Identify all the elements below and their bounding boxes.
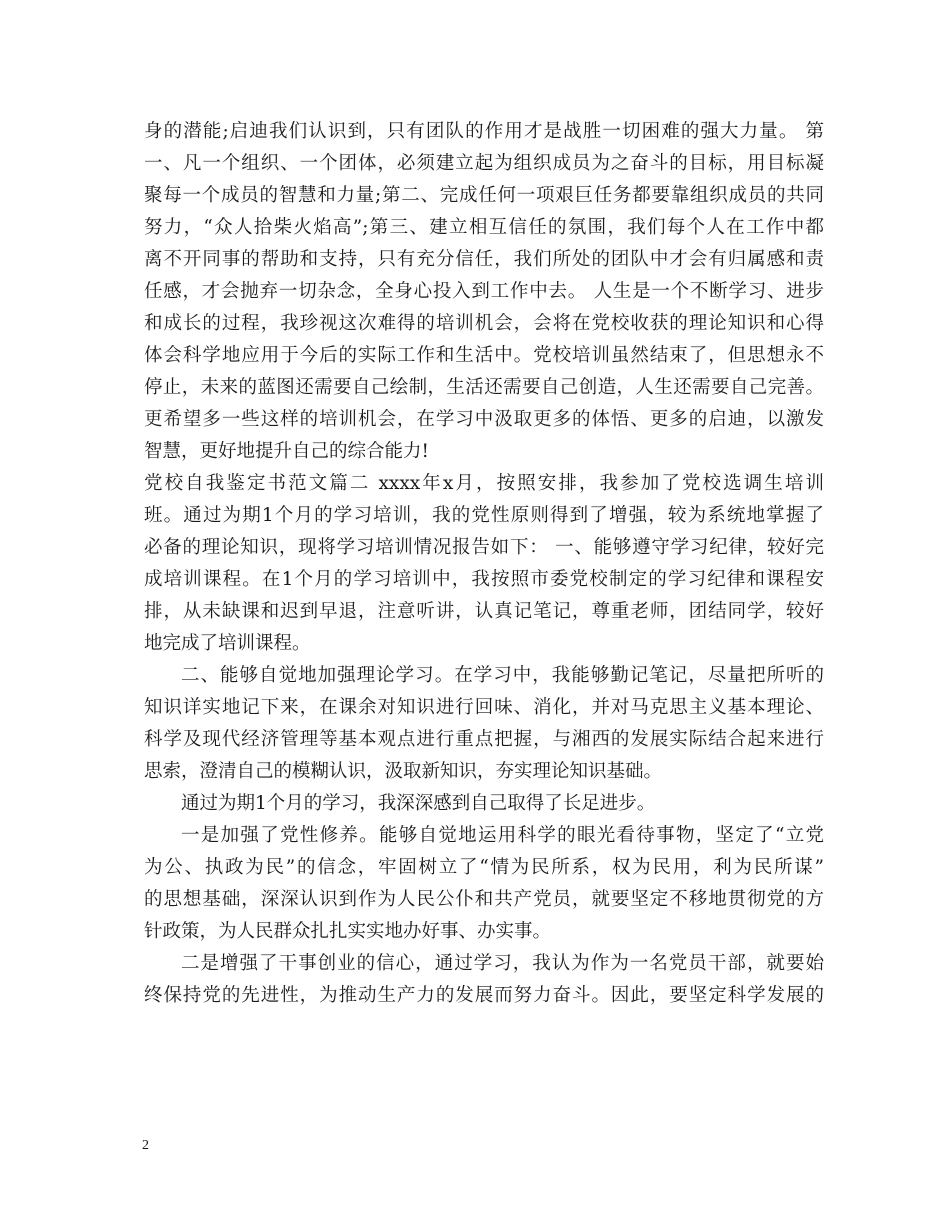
text-line: 排，从未缺课和迟到早退，注意听讲，认真记笔记，尊重老师，团结同学，较好 xyxy=(144,601,824,622)
paragraph-first-line: 通过为期1个月的学习，我深深感到自己取得了长足进步。 xyxy=(181,793,656,814)
section-heading-line: 党校自我鉴定书范文篇二 xxxx年x月，按照安排，我参加了党校选调生培训 xyxy=(144,473,824,494)
text-line: 为公、执政为民”的信念，牢固树立了“情为民所系，权为民用，利为民所谋” xyxy=(144,857,824,878)
text-line: 知识详实地记下来，在课余对知识进行回味、消化，并对马克思主义基本理论、 xyxy=(144,697,824,718)
text-line: 和成长的过程，我珍视这次难得的培训机会，会将在党校收获的理论知识和心得 xyxy=(144,313,824,334)
text-line: 必备的理论知识，现将学习培训情况报告如下： 一、能够遵守学习纪律，较好完 xyxy=(144,537,824,558)
text-line: 班。通过为期1个月的学习培训，我的党性原则得到了增强，较为系统地掌握了 xyxy=(144,505,824,526)
text-line: 成培训课程。在1个月的学习培训中，我按照市委党校制定的学习纪律和课程安 xyxy=(144,569,824,590)
paragraph-first-line: 二是增强了干事创业的信心，通过学习，我认为作为一名党员干部，就要始 xyxy=(181,953,824,974)
text-line: 身的潜能;启迪我们认识到，只有团队的作用才是战胜一切困难的强大力量。 第 xyxy=(144,121,824,142)
page-number: 2 xyxy=(142,1138,149,1153)
text-line: 一、凡一个组织、一个团体，必须建立起为组织成员为之奋斗的目标，用目标凝 xyxy=(144,153,824,174)
text-line: 体会科学地应用于今后的实际工作和生活中。党校培训虽然结束了，但思想永不 xyxy=(144,345,824,366)
text-line: 地完成了培训课程。 xyxy=(144,633,311,654)
text-line: 的思想基础，深深认识到作为人民公仆和共产党员，就要坚定不移地贯彻党的方 xyxy=(144,889,824,910)
text-line: 科学及现代经济管理等基本观点进行重点把握，与湘西的发展实际结合起来进行 xyxy=(144,729,824,750)
text-line: 停止，未来的蓝图还需要自己绘制，生活还需要自己创造，人生还需要自己完善。 xyxy=(144,377,824,398)
text-line: 思索，澄清自己的模糊认识，汲取新知识，夯实理论知识基础。 xyxy=(144,761,663,782)
text-line: 任感，才会抛弃一切杂念，全身心投入到工作中去。 人生是一个不断学习、进步 xyxy=(144,281,824,302)
text-line: 终保持党的先进性，为推动生产力的发展而努力奋斗。因此，要坚定科学发展的 xyxy=(144,985,824,1006)
paragraph-first-line: 一是加强了党性修养。能够自觉地运用科学的眼光看待事物，坚定了“立党 xyxy=(181,825,824,846)
text-line: 更希望多一些这样的培训机会，在学习中汲取更多的体悟、更多的启迪，以激发 xyxy=(144,409,824,430)
text-line: 聚每一个成员的智慧和力量;第二、完成任何一项艰巨任务都要靠组织成员的共同 xyxy=(144,185,824,206)
body-text xyxy=(144,116,824,1012)
text-line: 智慧，更好地提升自己的综合能力! xyxy=(144,441,429,462)
text-line: 针政策，为人民群众扎扎实实地办好事、办实事。 xyxy=(144,921,552,942)
paragraph-first-line: 二、能够自觉地加强理论学习。在学习中，我能够勤记笔记，尽量把所听的 xyxy=(181,665,824,686)
text-line: 努力，“众人拾柴火焰高”;第三、建立相互信任的氛围，我们每个人在工作中都 xyxy=(144,217,824,238)
text-line: 离不开同事的帮助和支持，只有充分信任，我们所处的团队中才会有归属感和责 xyxy=(144,249,824,270)
